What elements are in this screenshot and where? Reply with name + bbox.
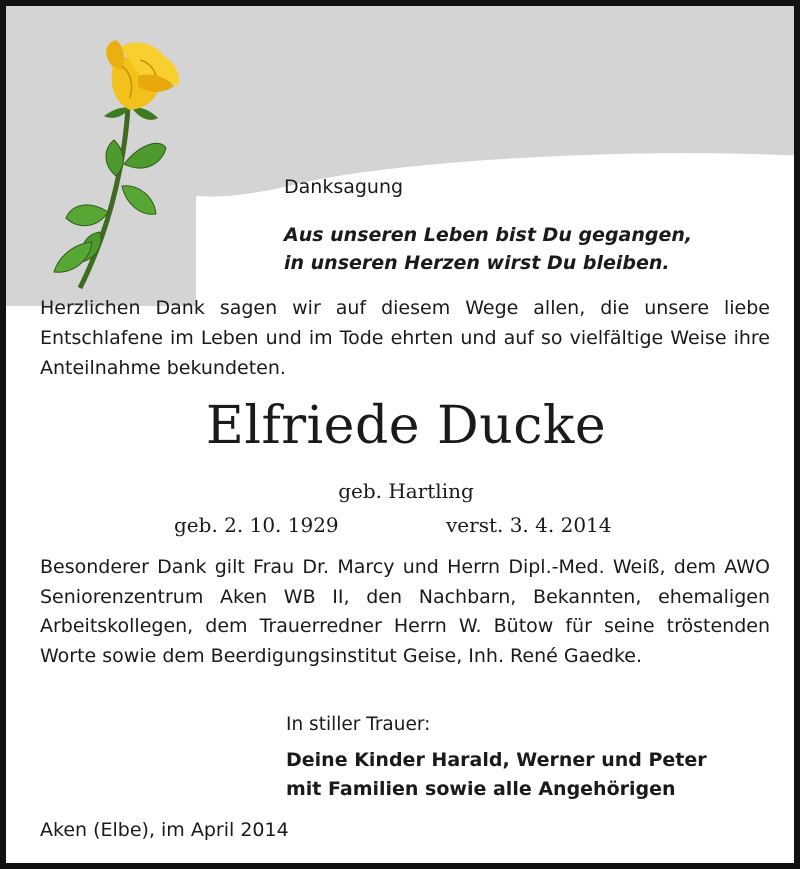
place-date: Aken (Elbe), im April 2014	[40, 819, 289, 841]
yellow-rose-icon	[42, 36, 192, 291]
motto-line-1: Aus unseren Leben bist Du gegangen,	[284, 224, 693, 246]
motto-quote	[284, 221, 692, 277]
birth-date: geb. 2. 10. 1929	[174, 513, 339, 537]
thanks-heading: Danksagung	[284, 176, 404, 198]
mourners-list	[286, 746, 707, 804]
mourners-line-2: mit Familien sowie alle Angehörigen	[286, 778, 676, 800]
deceased-name: Elfriede Ducke	[205, 396, 607, 456]
birth-name: geb. Hartling	[338, 479, 474, 503]
thanks-paragraph: Besonderer Dank gilt Frau Dr. Marcy und Herrn Dipl.-Med. Weiß, dem AWO Seniorenzentrum Aken WB II, den Nachbarn, Bekannten, ehemaligen Arbeitskollegen, dem Trauerredner Herrn W. Bütow für seine tröstenden Worte sowie dem Beerdigungsinstitut Geise, Inh. René Gaedke.	[40, 556, 770, 667]
motto-line-2: in unseren Herzen wirst Du bleiben.	[284, 252, 670, 274]
mourning-label: In stiller Trauer:	[286, 714, 431, 735]
death-date: verst. 3. 4. 2014	[446, 513, 612, 537]
intro-paragraph: Herzlichen Dank sagen wir auf diesem Wege allen, die unsere liebe Entschlafene im Leben und im Tode ehrten und auf so vielfältige Weise ihre Anteilnahme bekundeten.	[40, 297, 770, 379]
mourners-line-1: Deine Kinder Harald, Werner und Peter	[286, 749, 707, 771]
